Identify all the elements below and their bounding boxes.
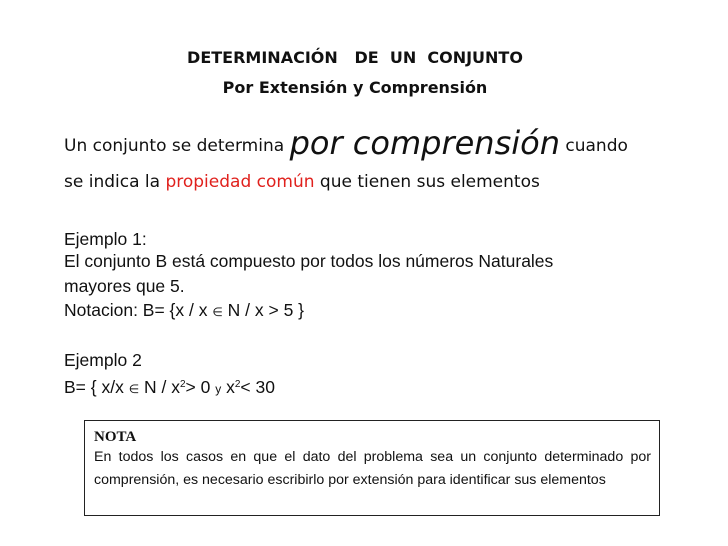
definition-text: se indica la [64, 172, 166, 192]
element-of-symbol: ∈ [212, 305, 223, 319]
page-title: DETERMINACIÓN DE UN CONJUNTO [187, 48, 523, 67]
note-text: En todos los casos en que el dato del problema sea un conjunto determinado por comprensión, es necesario escribirlo por extensión para identificar sus elementos [94, 449, 651, 488]
definition-text: que tienen sus elementos [314, 172, 540, 192]
exponent: 2 [179, 379, 186, 390]
notation-text: N / x > 5 } [222, 300, 305, 320]
notation-text: > 0 [185, 377, 216, 397]
example2-heading: Ejemplo 2 [64, 350, 142, 370]
example1-text-line-2: mayores que 5. [64, 276, 185, 296]
example2-notation [64, 374, 275, 400]
notation-text: B= { x/x [64, 377, 129, 397]
definition-text: Un conjunto se determina [64, 136, 290, 156]
example1-heading: Ejemplo 1: [64, 229, 147, 249]
definition-highlight: propiedad común [165, 172, 315, 192]
notation-text: Notacion: B= {x / x [64, 300, 213, 320]
definition-emphasis: por comprensión [289, 124, 560, 162]
example1-notation [64, 300, 304, 323]
conjunction: y [215, 382, 222, 396]
definition-line-1 [64, 124, 628, 162]
page-subtitle: Por Extensión y Comprensión [222, 78, 488, 97]
notation-text: x [221, 377, 235, 397]
note-title: NOTA [94, 429, 137, 445]
exponent: 2 [234, 379, 241, 390]
element-of-symbol: ∈ [128, 382, 140, 396]
definition-text: cuando [559, 136, 628, 156]
note-box [84, 420, 660, 516]
definition-line-2 [64, 172, 540, 192]
notation-text: < 30 [240, 377, 275, 397]
example1-text-line-1: El conjunto B está compuesto por todos los números Naturales [64, 251, 554, 271]
notation-text: N / x [139, 377, 180, 397]
